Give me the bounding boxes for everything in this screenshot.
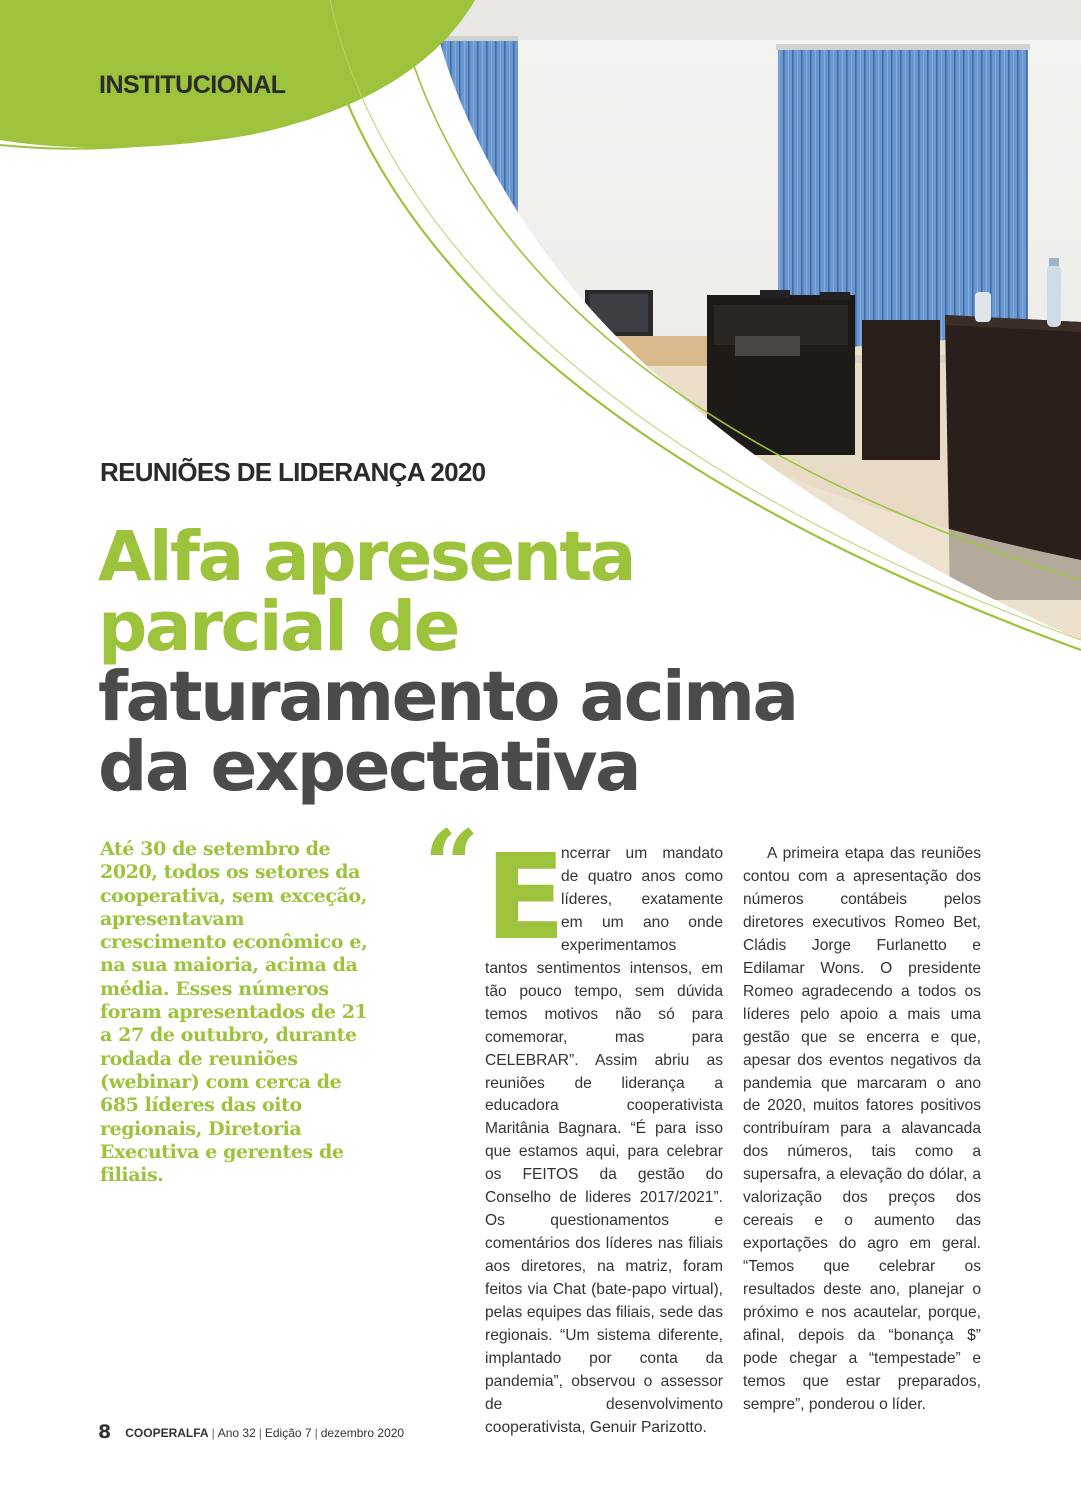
drop-cap: E — [485, 828, 566, 966]
footer-separator: | — [314, 1426, 318, 1440]
quote-mark-icon: “ — [424, 809, 480, 922]
headline-line-2: parcial de — [98, 587, 458, 667]
lead-paragraph: Até 30 de setembro de 2020, todos os setores da cooperativa, sem exceção, apresentavam crescimento econômico e, na sua maioria, acima da média. Esses números foram apresentados de 21 a 27 de outubro, durante rodada de reuniões (webinar) com cerca de 685 líderes das oito regionais, Diretoria Executiva e gerentes de filiais. — [100, 838, 368, 1187]
section-label: INSTITUCIONAL — [99, 71, 286, 99]
article-headline — [98, 517, 818, 807]
headline-line-1: Alfa apresenta — [98, 517, 634, 597]
body-paragraph-2: A primeira etapa das reuniões contou com a apresentação dos números contábeis pelos diretores executivos Romeo Bet, Cládis Jorge Furlanetto e Edilamar Wons. O presidente Romeo agradecendo a todos os líderes pelo apoio a mais uma gestão que se encerra e que, apesar dos eventos negativos da pandemia que marcaram o ano de 2020, muitos fatores positivos contribuíram para a alavancada dos números, tais como a supersafra, a elevação do dólar, a valorização dos preços dos cereais e o aumento das exportações do agro em geral. “Temos que celebrar os resultados deste ano, planejar o próximo e nos acautelar, porque, afinal, depois da “bonança $” pode chegar a “tempestade” e temos que estar preparados, sempre”, ponderou o líder. — [743, 845, 981, 1413]
body-column-2 — [743, 843, 981, 1417]
footer-separator: | — [211, 1426, 215, 1440]
footer-date: dezembro 2020 — [320, 1426, 405, 1440]
body-column-1 — [485, 828, 723, 1440]
headline-line-3: faturamento acima — [98, 657, 797, 737]
body-paragraph-1: ncerrar um mandato de quatro anos como líderes, exatamente em um ano onde experimentamos tantos sentimentos intensos, em tão pouco tempo, sem dúvida temos motivos não só para comemorar, mas para CELEBRAR”. Assim abriu as reuniões de liderança a educadora cooperativista Maritânia Bagnara. “É para isso que estamos aqui, para celebrar os FEITOS da gestão do Conselho de lideres 2017/2021”. Os questionamentos e comentários dos líderes nas filiais aos diretores, na matriz, foram feitos via Chat (bate-papo virtual), pelas equipes das filiais, sede das regionais. “Um sistema diferente, implantado por conta da pandemia”, observou o assessor de desenvolvimento cooperativista, Genuir Parizotto. — [485, 845, 723, 1436]
headline-line-4: da expectativa — [98, 727, 640, 807]
footer-brand: COOPERALFA — [125, 1426, 209, 1440]
footer-separator: | — [258, 1426, 262, 1440]
footer-edition: Edição 7 — [264, 1426, 312, 1440]
footer-year: Ano 32 — [217, 1426, 256, 1440]
article-subtitle: REUNIÕES DE LIDERANÇA 2020 — [100, 457, 486, 487]
page-number: 8 — [98, 1421, 112, 1443]
page-footer — [98, 1420, 404, 1444]
